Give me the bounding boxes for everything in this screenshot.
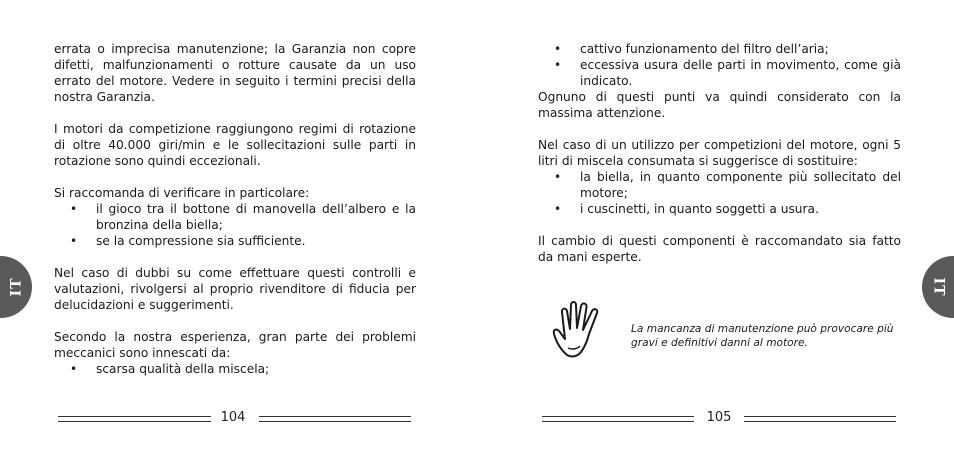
left-para-1: errata o imprecisa manutenzione; la Garanzia non copre difetti, malfunzionamenti o rotture causate da un uso errato del motore. Vedere in seguito i termini precisi della nostra Garanzia. xyxy=(54,42,416,104)
list-item: • la biella, in quanto componente più sollecitato del motore; xyxy=(538,169,901,201)
language-tab-label: IT xyxy=(8,277,24,297)
right-para-2: Nel caso di un utilizzo per competizioni del motore, ogni 5 litri di miscela consumata si suggerisce di sostituire: xyxy=(538,138,901,168)
language-tab-label: IT xyxy=(930,277,946,297)
right-replace-list xyxy=(538,169,901,217)
footer-rule xyxy=(259,416,411,422)
footer-rule xyxy=(744,416,896,422)
language-tab-left xyxy=(0,256,32,318)
left-page-body xyxy=(54,41,416,377)
list-item: • i cuscinetti, in quanto soggetti a usura. xyxy=(538,201,901,217)
list-item: • eccessiva usura delle parti in movimento, come già indicato. xyxy=(538,57,901,89)
list-item: • se la compressione sia sufficiente. xyxy=(54,233,416,249)
left-para-2: I motori da competizione raggiungono regimi di rotazione di oltre 40.000 giri/min e le sollecitazioni sulle parti in rotazione sono quindi eccezionali. xyxy=(54,122,416,168)
list-item: • il gioco tra il bottone di manovella dell’albero e la bronzina della biella; xyxy=(54,201,416,233)
right-page-body xyxy=(538,41,901,265)
list-item: • scarsa qualità della miscela; xyxy=(54,361,416,377)
right-para-3: Il cambio di questi componenti è raccomandato sia fatto da mani esperte. xyxy=(538,234,901,264)
hand-warning-icon xyxy=(550,298,610,362)
page-number-left: 104 xyxy=(220,410,246,425)
left-check-list xyxy=(54,201,416,249)
left-causes-list xyxy=(54,361,416,377)
left-para-5: Secondo la nostra esperienza, gran parte dei problemi meccanici sono innescati da: xyxy=(54,330,416,360)
right-para-1: Ognuno di questi punti va quindi considerato con la massima attenzione. xyxy=(538,90,901,120)
right-causes-list xyxy=(538,41,901,89)
page-number-right: 105 xyxy=(706,410,732,425)
list-item: • cattivo funzionamento del filtro dell’aria; xyxy=(538,41,901,57)
left-para-3: Si raccomanda di verificare in particolare: xyxy=(54,186,310,200)
warning-note: La mancanza di manutenzione può provocare più gravi e definitivi danni al motore. xyxy=(631,323,894,349)
language-tab-right xyxy=(922,256,954,318)
footer-rule xyxy=(58,416,211,422)
left-para-4: Nel caso di dubbi su come effettuare questi controlli e valutazioni, rivolgersi al proprio rivenditore di fiducia per delucidazioni e suggerimenti. xyxy=(54,266,416,312)
footer-rule xyxy=(542,416,694,422)
